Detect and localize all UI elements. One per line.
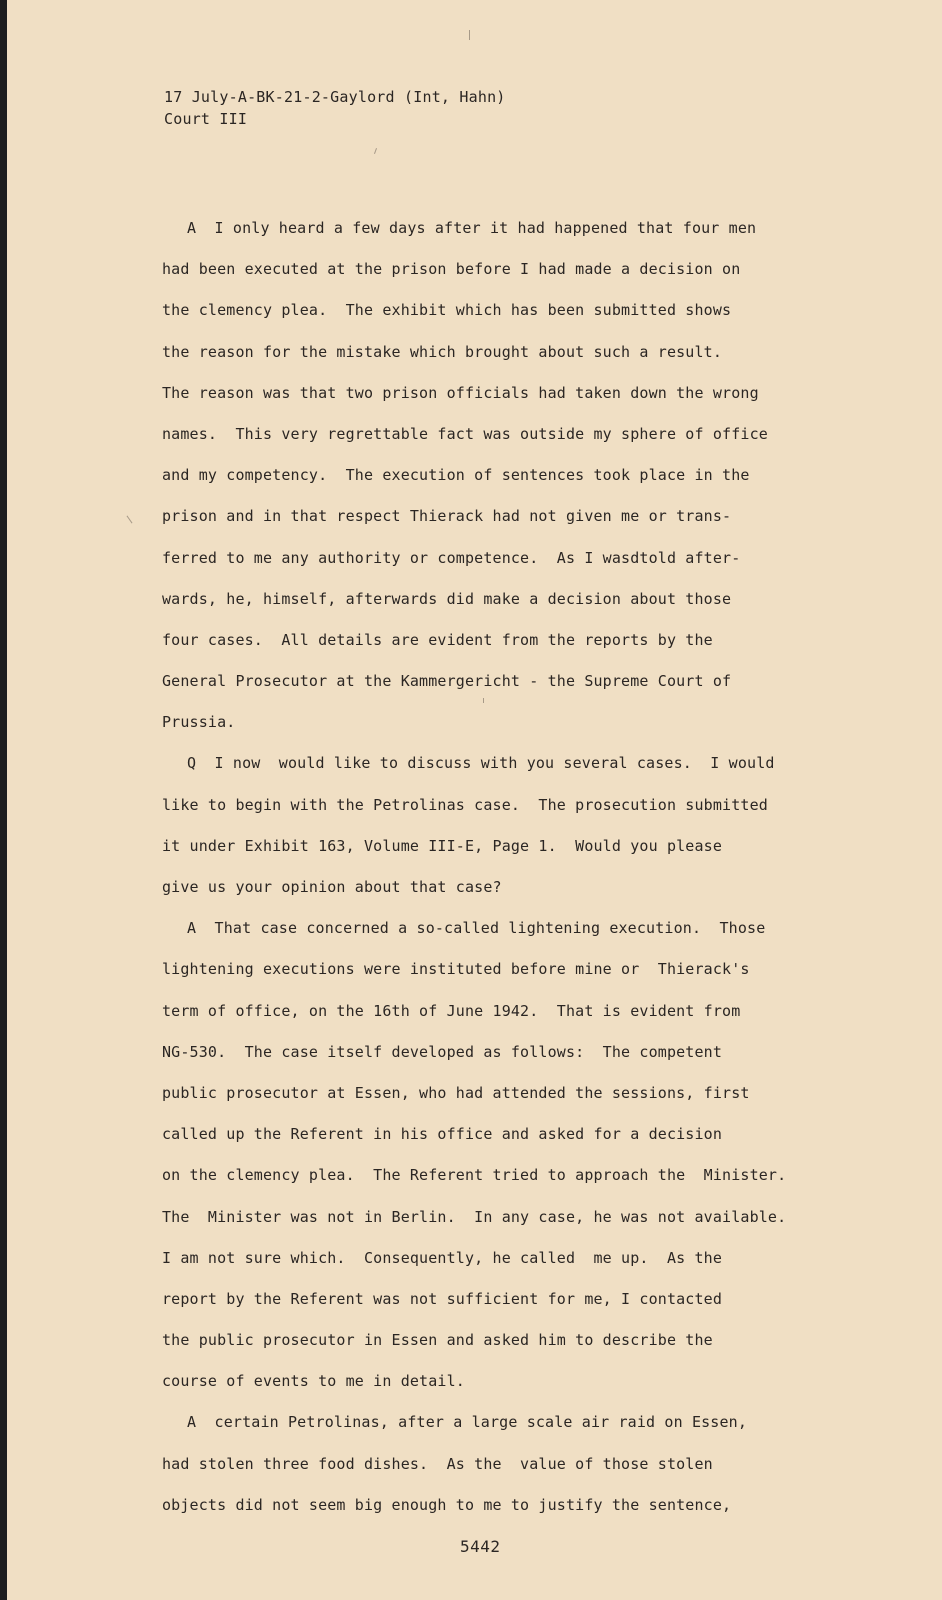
document-header: [164, 86, 506, 130]
text-line: NG-530. The case itself developed as follows: The competent: [162, 1042, 723, 1061]
text-line: A That case concerned a so-called lightening execution. Those: [187, 919, 766, 938]
page-number: 5442: [460, 1537, 501, 1556]
text-line: names. This very regrettable fact was outside my sphere of office: [162, 424, 768, 443]
text-line: called up the Referent in his office and asked for a decision: [162, 1125, 723, 1144]
scan-mark: [469, 30, 470, 40]
text-line: ferred to me any authority or competence. As I wasdtold after-: [162, 548, 741, 567]
text-line: on the clemency plea. The Referent tried to approach the Minister.: [162, 1166, 787, 1185]
text-line: term of office, on the 16th of June 1942. That is evident from: [162, 1001, 741, 1020]
text-line: public prosecutor at Essen, who had attended the sessions, first: [162, 1083, 750, 1102]
text-line: had stolen three food dishes. As the value of those stolen: [162, 1454, 713, 1473]
scan-mark: [127, 516, 133, 524]
text-line: The reason was that two prison officials had taken down the wrong: [162, 383, 759, 402]
text-line: the clemency plea. The exhibit which has been submitted shows: [162, 301, 732, 320]
header-reference-line: 17 July-A-BK-21-2-Gaylord (Int, Hahn): [164, 88, 506, 106]
text-line: it under Exhibit 163, Volume III-E, Page 1. Would you please: [162, 836, 723, 855]
text-line: I am not sure which. Consequently, he called me up. As the: [162, 1248, 723, 1267]
text-line: report by the Referent was not sufficient for me, I contacted: [162, 1289, 723, 1308]
text-line: the reason for the mistake which brought about such a result.: [162, 342, 723, 361]
scan-mark: [374, 148, 377, 154]
text-line: objects did not seem big enough to me to justify the sentence,: [162, 1495, 732, 1514]
text-line: course of events to me in detail.: [162, 1372, 465, 1391]
text-line: lightening executions were instituted before mine or Thierack's: [162, 960, 750, 979]
text-line: General Prosecutor at the Kammergericht - the Supreme Court of: [162, 672, 732, 691]
text-line: prison and in that respect Thierack had not given me or trans-: [162, 507, 732, 526]
text-line: the public prosecutor in Essen and asked him to describe the: [162, 1331, 713, 1350]
scan-left-edge: [0, 0, 7, 1600]
text-line: had been executed at the prison before I had made a decision on: [162, 260, 741, 279]
transcript-body: [162, 208, 882, 1526]
header-court-line: Court III: [164, 110, 248, 128]
text-line: The Minister was not in Berlin. In any case, he was not available.: [162, 1207, 787, 1226]
text-line: A certain Petrolinas, after a large scale air raid on Essen,: [187, 1413, 748, 1432]
text-line: and my competency. The execution of sentences took place in the: [162, 466, 750, 485]
text-line: like to begin with the Petrolinas case. The prosecution submitted: [162, 795, 768, 814]
text-line: wards, he, himself, afterwards did make a decision about those: [162, 589, 732, 608]
text-line: four cases. All details are evident from the reports by the: [162, 630, 713, 649]
text-line: Q I now would like to discuss with you several cases. I would: [187, 754, 775, 773]
text-line: give us your opinion about that case?: [162, 878, 502, 896]
text-line: A I only heard a few days after it had happened that four men: [187, 219, 757, 237]
text-line: Prussia.: [162, 713, 236, 732]
